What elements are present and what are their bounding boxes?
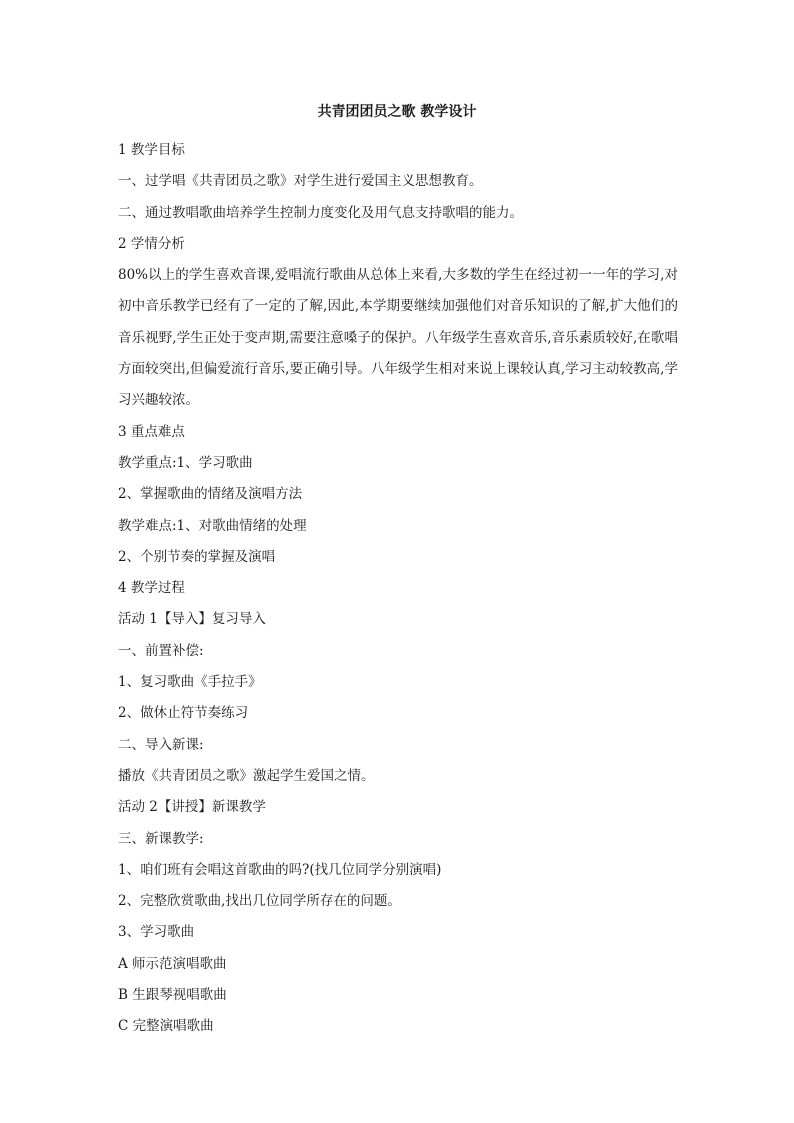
review-song-item: 1、复习歌曲《手拉手》 (118, 674, 262, 691)
difficulty-1: 教学难点:1、对歌曲情绪的处理 (118, 517, 307, 534)
objective-item-2: 二、通过教唱歌曲培养学生控制力度变化及用气息支持歌唱的能力。 (118, 204, 523, 221)
section-heading-process: 4 教学过程 (118, 580, 185, 597)
activity-2-heading: 活动 2【讲授】新课教学 (118, 799, 266, 816)
analysis-paragraph: 80%以上的学生喜欢音课,爱唱流行歌曲从总体上来看,大多数的学生在经过初一一年的学习,对初中音乐教学已经有了一定的了解,因此,本学期要继续加强他们对音乐知识的了解,扩大他们的音乐视野,学生正处于变声期,需要注意嗓子的保护。八年级学生喜欢音乐,音乐素质较好,在歌唱方面较突出,但偏爱流行音乐,要正确引导。八年级学生相对来说上课较认真,学习主动较教高,学习兴趣较浓。 (118, 267, 678, 409)
teaching-substep-b: B 生跟琴视唱歌曲 (118, 987, 227, 1004)
section-heading-objectives: 1 教学目标 (118, 142, 185, 158)
new-lesson-teaching-heading: 三、新课教学: (118, 830, 204, 847)
document-title: 共青团团员之歌 教学设计 (317, 104, 477, 120)
objective-item-1: 一、过学唱《共青团员之歌》对学生进行爱国主义思想教育。 (118, 173, 483, 190)
document-body (118, 135, 678, 1043)
teaching-step-3: 3、学习歌曲 (118, 924, 195, 941)
difficulty-2: 2、个别节奏的掌握及演唱 (118, 548, 276, 565)
key-point-2: 2、掌握歌曲的情绪及演唱方法 (118, 486, 303, 503)
teaching-step-2: 2、完整欣赏歌曲,找出几位同学所存在的问题。 (118, 893, 401, 910)
key-point-1: 教学重点:1、学习歌曲 (118, 454, 253, 471)
pre-compensation-heading: 一、前置补偿: (118, 642, 204, 659)
play-song-item: 播放《共青团员之歌》激起学生爱国之情。 (118, 767, 375, 784)
section-heading-analysis: 2 学情分析 (118, 235, 185, 252)
teaching-substep-a: A 师示范演唱歌曲 (118, 955, 227, 972)
section-heading-key-points: 3 重点难点 (118, 423, 185, 440)
new-lesson-intro-heading: 二、导入新课: (118, 736, 204, 753)
teaching-substep-c: C 完整演唱歌曲 (118, 1018, 214, 1035)
teaching-step-1: 1、咱们班有会唱这首歌曲的吗?(找几位同学分别演唱) (118, 861, 442, 878)
rhythm-practice-item: 2、做休止符节奏练习 (118, 705, 249, 722)
activity-1-heading: 活动 1【导入】复习导入 (118, 611, 266, 628)
